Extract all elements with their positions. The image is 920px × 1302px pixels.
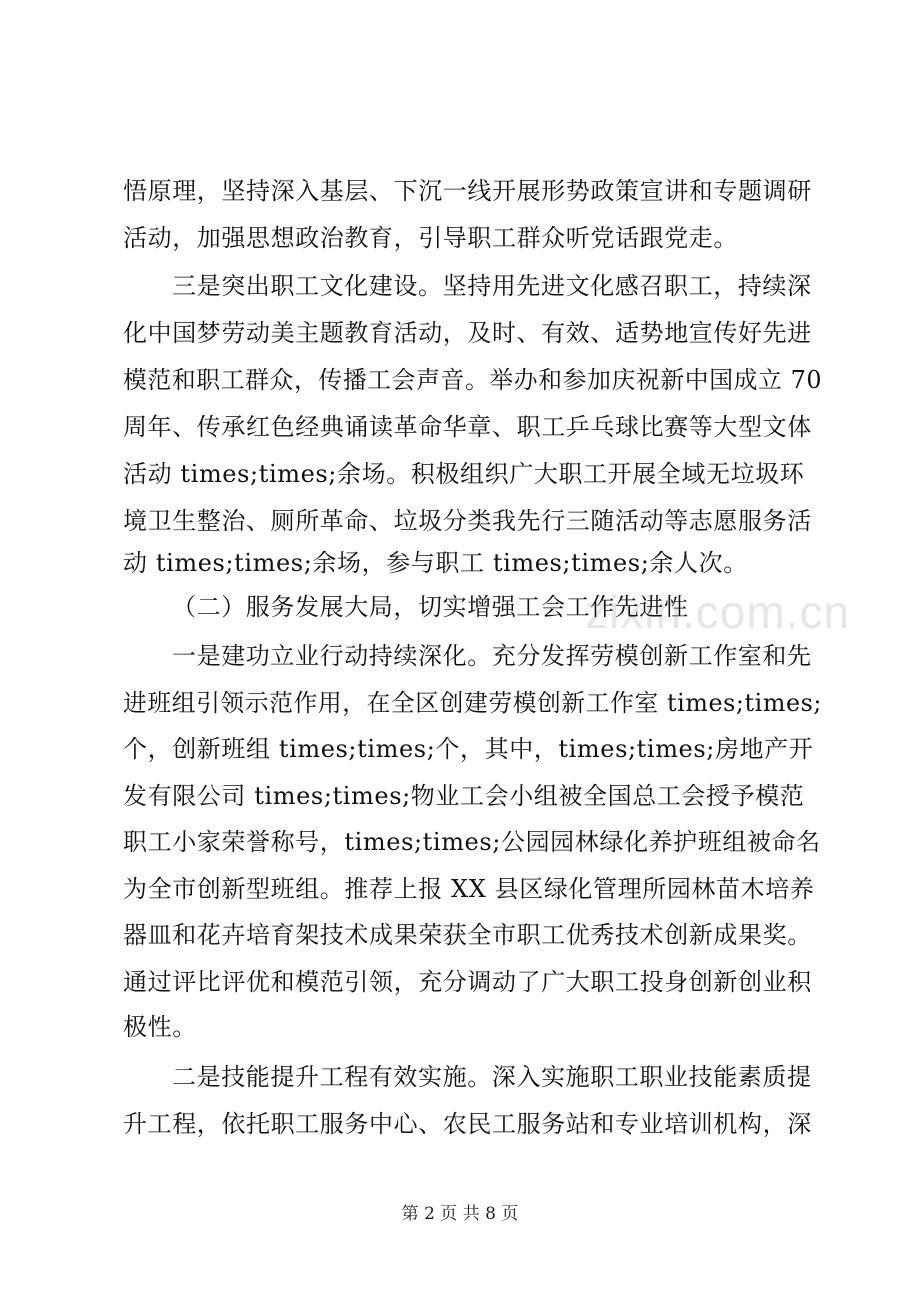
watermark-text: zixin.com.cn <box>585 586 851 638</box>
text-line: 一是建功立业行动持续深化。充分发挥劳模创新工作室和先 <box>172 642 812 670</box>
text-line: 升工程，依托职工服务中心、农民工服务站和专业培训机构，深 <box>123 1110 812 1138</box>
text-line: 模范和职工群众，传播工会声音。举办和参加庆祝新中国成立 70 <box>123 366 823 394</box>
text-line: 进班组引领示范作用，在全区创建劳模创新工作室 times;times; <box>123 689 823 717</box>
page-number: 第 2 页 共 8 页 <box>401 1204 519 1224</box>
section-heading: （二）服务发展大局，切实增强工会工作先进性 <box>172 593 689 621</box>
text-line: 周年、传承红色经典诵读革命华章、职工乒乓球比赛等大型文体 <box>123 413 812 441</box>
text-line: 三是突出职工文化建设。坚持用先进文化感召职工，持续深 <box>172 272 812 300</box>
text-line: 发有限公司 times;times;物业工会小组被全国总工会授予模范 <box>123 782 805 810</box>
text-line: 职工小家荣誉称号，times;times;公园园林绿化养护班组被命名 <box>123 828 821 856</box>
text-line: 极性。 <box>123 1013 197 1041</box>
text-line: 个，创新班组 times;times;个，其中，times;times;房地产开 <box>123 735 814 763</box>
text-line: 化中国梦劳动美主题教育活动，及时、有效、适势地宣传好先进 <box>123 319 812 347</box>
text-line: 动 times;times;余场，参与职工 times;times;余人次。 <box>123 549 748 577</box>
text-line: 为全市创新型班组。推荐上报 XX 县区绿化管理所园林苗木培养 <box>123 875 815 903</box>
text-line: 境卫生整治、厕所革命、垃圾分类我先行三随活动等志愿服务活 <box>123 507 812 535</box>
text-line: 悟原理，坚持深入基层、下沉一线开展形势政策宣讲和专题调研 <box>123 177 812 205</box>
text-line: 通过评比评优和模范引领，充分调动了广大职工投身创新创业积 <box>123 968 812 996</box>
text-line: 二是技能提升工程有效实施。深入实施职工职业技能素质提 <box>172 1063 812 1091</box>
text-line: 器皿和花卉培育架技术成果荣获全市职工优秀技术创新成果奖。 <box>123 921 812 949</box>
text-line: 活动，加强思想政治教育，引导职工群众听党话跟党走。 <box>123 224 738 252</box>
text-line: 活动 times;times;余场。积极组织广大职工开展全域无垃圾环 <box>123 460 805 488</box>
